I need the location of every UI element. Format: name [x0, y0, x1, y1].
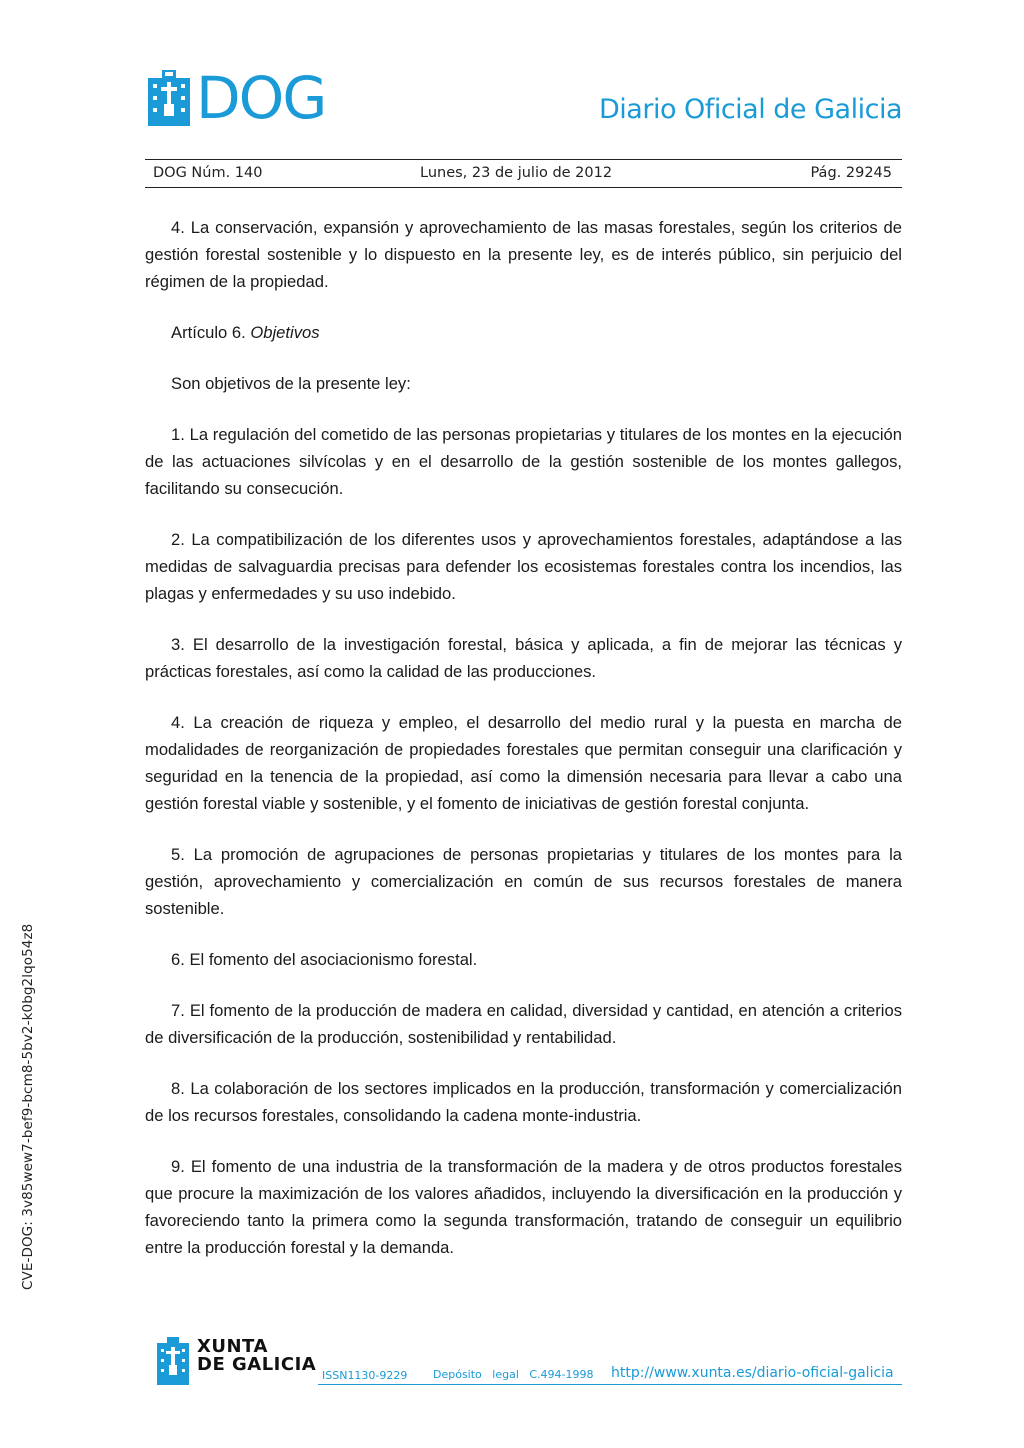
- dog-logo-text: DOG: [196, 64, 326, 132]
- masthead-title: Diario Oficial de Galicia: [599, 94, 902, 125]
- objective-item: 8. La colaboración de los sectores implicados en la producción, transformación y comercialización de los recursos forestales, consolidando la cadena monte-industria.: [145, 1079, 902, 1125]
- article-title: Objetivos: [250, 323, 320, 342]
- footer-url-link[interactable]: http://www.xunta.es/diario-oficial-galicia: [611, 1365, 894, 1381]
- document-body: [145, 214, 902, 1285]
- dog-logo: [148, 64, 326, 132]
- header-rule-bottom: [145, 187, 902, 188]
- objective-item: 1. La regulación del cometido de las personas propietarias y titulares de los montes en la ejecución de las actuaciones silvícolas y en el desarrollo de la gestión sostenible de los montes gallegos, facilitando su consecución.: [145, 425, 902, 498]
- objective-item: 5. La promoción de agrupaciones de personas propietarias y titulares de los montes para la gestión, aprovechamiento y comercialización en común de sus recursos forestales de manera sostenible.: [145, 845, 902, 918]
- issn-number: ISSN1130-9229: [322, 1369, 408, 1382]
- objectives-intro: Son objetivos de la presente ley:: [171, 374, 411, 393]
- cve-identifier: CVE-DOG: 3v85wew7-bef9-bcm8-5bv2-k0bg2lqo54z8: [20, 923, 36, 1290]
- issue-date: Lunes, 23 de julio de 2012: [420, 165, 613, 181]
- objective-item: 7. El fomento de la producción de madera en calidad, diversidad y cantidad, en atención a criterios de diversificación de la producción, sostenibilidad y rentabilidad.: [145, 1001, 902, 1047]
- issue-number: DOG Núm. 140: [153, 165, 263, 181]
- header-rule-top: [145, 159, 902, 160]
- objective-item: 9. El fomento de una industria de la transformación de la madera y de otros productos forestales que procure la maximización de los valores añadidos, incluyendo la diversificación en la producción y favoreciendo tanto la primera como la segunda transformación, tratando de conseguir un equilibrio entre la producción forestal y la demanda.: [145, 1157, 902, 1257]
- paragraph-intro: 4. La conservación, expansión y aprovechamiento de las masas forestales, según los criterios de gestión forestal sostenible y lo dispuesto en la presente ley, es de interés público, sin perjuicio del régimen de la propiedad.: [145, 218, 902, 291]
- objective-item: 4. La creación de riqueza y empleo, el desarrollo del medio rural y la puesta en marcha de modalidades de reorganización de propiedades forestales que permitan conseguir una clarificación y seguridad en la tenencia de la propiedad, así como la dimensión necesaria para llevar a cabo una gestión forestal viable y sostenible, y el fomento de iniciativas de gestión forestal conjunta.: [145, 713, 902, 813]
- legal-deposit: Depósito legal C.494-1998: [433, 1368, 594, 1381]
- xunta-logo: [157, 1337, 316, 1385]
- objective-item: 6. El fomento del asociacionismo forestal.: [171, 950, 478, 969]
- footer-rule: [318, 1384, 902, 1385]
- xunta-wordmark: [197, 1337, 316, 1374]
- page-number: Pág. 29245: [810, 165, 892, 181]
- objective-item: 2. La compatibilización de los diferentes usos y aprovechamientos forestales, adaptándose a las medidas de salvaguardia precisas para defender los ecosistemas forestales contra los incendios, las plagas y enfermedades y su uso indebido.: [145, 530, 902, 603]
- article-label: Artículo 6.: [171, 323, 246, 342]
- xunta-shield-icon: [157, 1337, 189, 1385]
- xunta-line-2: DE GALICIA: [197, 1354, 317, 1375]
- article-heading: [145, 319, 902, 346]
- xunta-line-1: XUNTA: [197, 1336, 268, 1357]
- objective-item: 3. El desarrollo de la investigación forestal, básica y aplicada, a fin de mejorar las técnicas y prácticas forestales, así como la calidad de las producciones.: [145, 635, 902, 681]
- galicia-shield-icon: [148, 70, 190, 126]
- issue-meta-row: [145, 162, 902, 186]
